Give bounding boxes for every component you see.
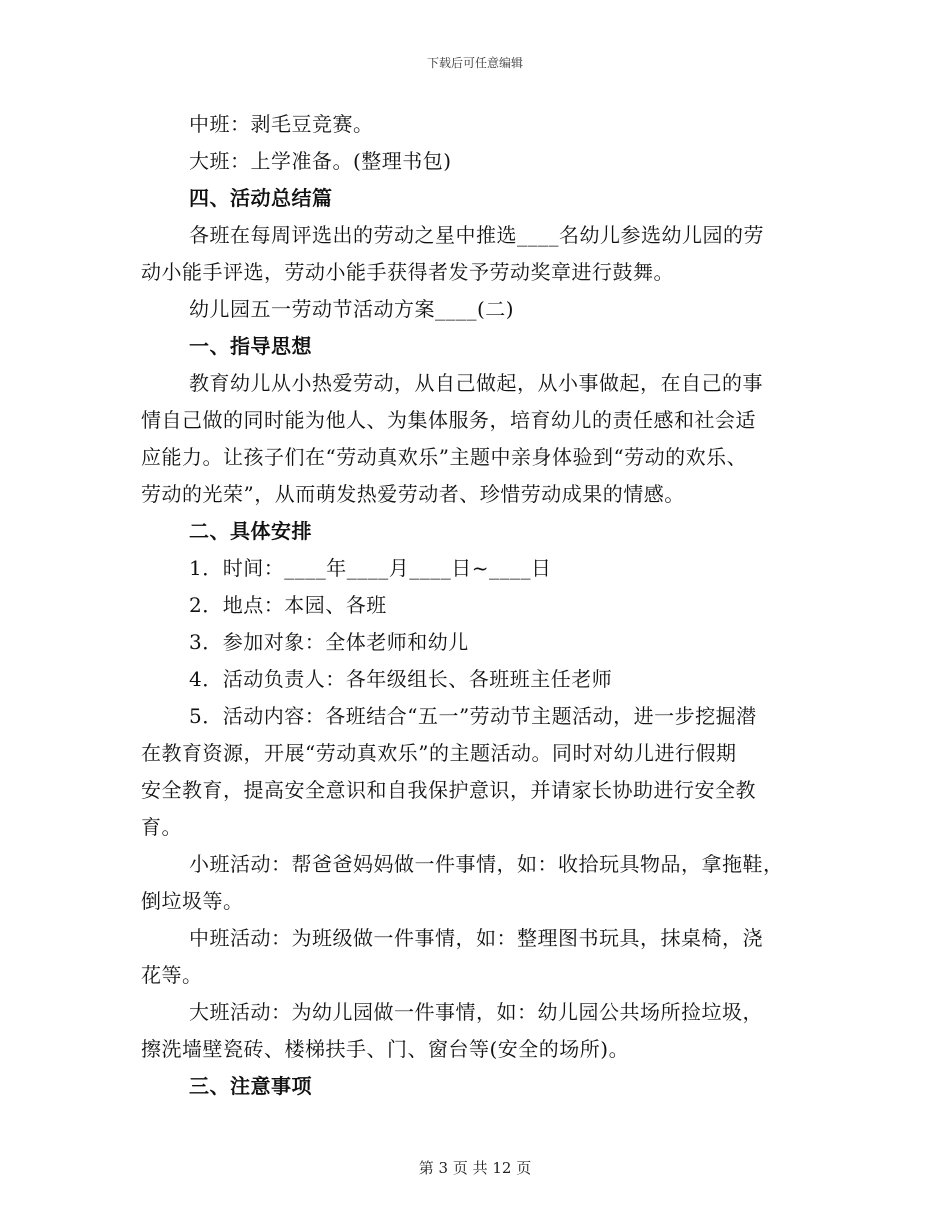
paragraph-line: 各班在每周评选出的劳动之星中推选____名幼儿参选幼儿园的劳 — [189, 223, 764, 247]
paragraph-line: 教育幼儿从小热爱劳动，从自己做起，从小事做起，在自己的事 — [189, 371, 763, 395]
paragraph-line: 擦洗墙壁瓷砖、楼梯扶手、门、窗台等(安全的场所)。 — [141, 1037, 630, 1061]
list-item: 5．活动内容：各班结合“五一”劳动节主题活动，进一步挖掘潜 — [189, 704, 757, 728]
paragraph-line: 中班：剥毛豆竞赛。 — [189, 112, 374, 136]
paragraph-line: 大班活动：为幼儿园做一件事情，如：幼儿园公共场所捡垃圾， — [189, 1000, 763, 1024]
paragraph-line: 应能力。让孩子们在“劳动真欢乐”主题中亲身体验到“劳动的欢乐、 — [141, 445, 748, 469]
paragraph-line: 小班活动：帮爸爸妈妈做一件事情，如：收拾玩具物品，拿拖鞋， — [189, 852, 784, 876]
section-heading: 三、注意事项 — [189, 1074, 312, 1098]
paragraph-line: 情自己做的同时能为他人、为集体服务，培育幼儿的责任感和社会适 — [141, 408, 756, 432]
paragraph-line: 安全教育，提高安全意识和自我保护意识，并请家长协助进行安全教 — [141, 778, 756, 802]
list-item: 1．时间：____年____月____日~____日 — [189, 556, 552, 580]
paragraph-line: 倒垃圾等。 — [141, 889, 244, 913]
paragraph-line: 劳动的光荣”，从而萌发热爱劳动者、珍惜劳动成果的情感。 — [141, 482, 685, 506]
list-item: 2．地点：本园、各班 — [189, 593, 387, 617]
list-item: 4．活动负责人：各年级组长、各班班主任老师 — [189, 667, 613, 691]
paragraph-line: 育。 — [141, 815, 182, 839]
paragraph-line: 动小能手评选，劳动小能手获得者发予劳动奖章进行鼓舞。 — [141, 260, 674, 284]
paragraph-line: 花等。 — [141, 963, 203, 987]
page-header: 下载后可任意编辑 — [426, 56, 523, 70]
list-item: 3．参加对象：全体老师和幼儿 — [189, 630, 469, 654]
section-heading: 一、指导思想 — [189, 334, 312, 358]
paragraph-line: 大班：上学准备。(整理书包) — [189, 149, 452, 173]
paragraph-line: 中班活动：为班级做一件事情，如：整理图书玩具，抹桌椅，浇 — [189, 926, 763, 950]
section-heading: 二、具体安排 — [189, 519, 312, 543]
paragraph-line: 在教育资源，开展“劳动真欢乐”的主题活动。同时对幼儿进行假期 — [141, 741, 737, 765]
document-body — [141, 106, 809, 1105]
document-subtitle: 幼儿园五一劳动节活动方案____(二) — [189, 297, 515, 321]
section-heading: 四、活动总结篇 — [189, 186, 333, 210]
page-footer: 第 3 页 共 12 页 — [418, 1159, 532, 1177]
